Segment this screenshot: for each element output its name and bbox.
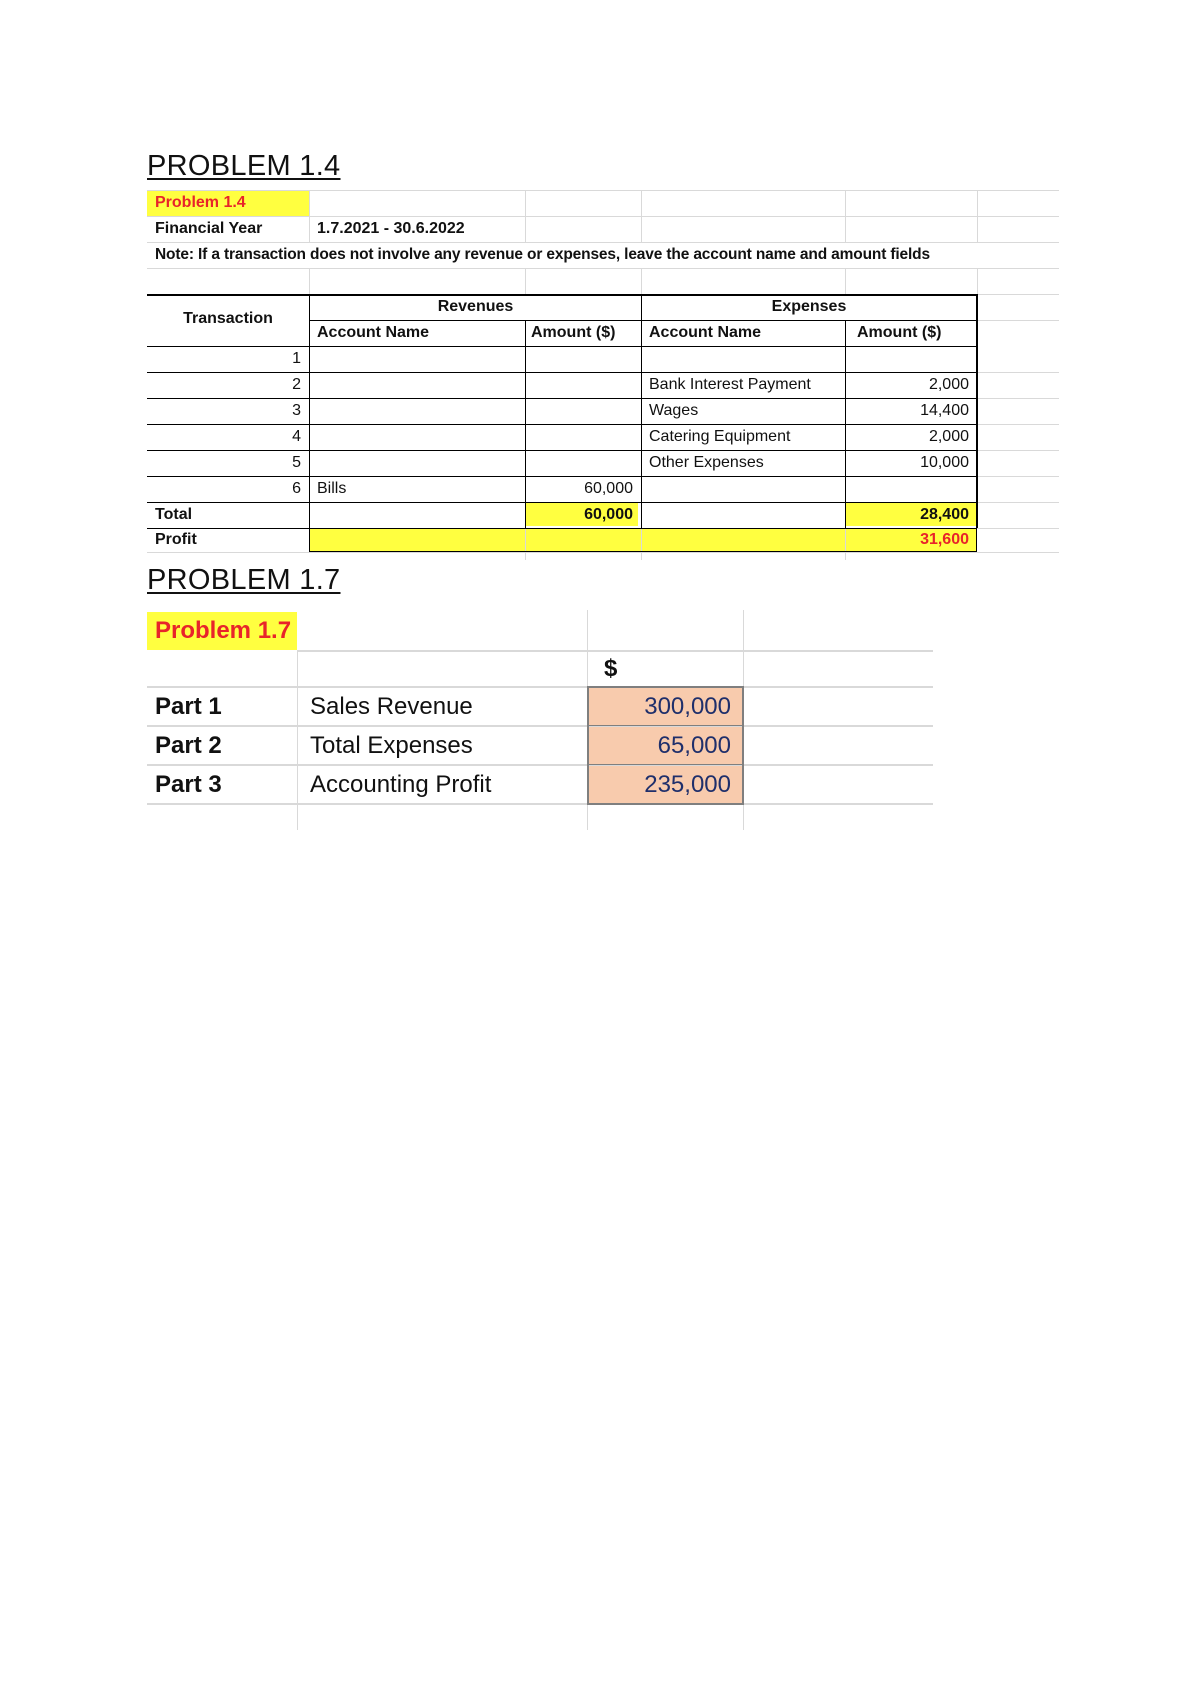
revenues-header: Revenues (437, 298, 514, 315)
gridline (147, 803, 933, 805)
answer-cell-border (587, 803, 744, 805)
table-border (147, 450, 977, 451)
table-border (845, 320, 846, 528)
answer-cell-border (587, 725, 744, 726)
expense-account-name: Catering Equipment (649, 428, 791, 445)
expense-account-name-header: Account Name (649, 324, 762, 341)
part-label: Part 3 (155, 771, 222, 798)
gridline (977, 268, 978, 294)
table-border (976, 294, 978, 528)
transaction-number: 2 (292, 376, 301, 393)
gridline (977, 320, 1059, 321)
gridline (977, 476, 1059, 477)
part-item: Total Expenses (310, 732, 473, 759)
gridline (147, 242, 1059, 243)
table-border (147, 502, 977, 503)
table-border (309, 528, 310, 552)
expense-amount: 10,000 (920, 454, 969, 471)
gridline (845, 268, 846, 294)
problem-1-4-label: Problem 1.4 (155, 194, 246, 211)
expenses-header: Expenses (771, 298, 847, 315)
gridline (641, 190, 642, 242)
revenue-account-name: Bills (317, 480, 347, 497)
gridline (641, 268, 642, 294)
table-border (309, 294, 310, 528)
gridline (525, 190, 526, 242)
gridline (845, 190, 846, 242)
problem-1-7-heading: PROBLEM 1.7 (147, 564, 341, 596)
gridline (147, 268, 1059, 269)
gridline (309, 268, 310, 294)
table-border (147, 424, 977, 425)
gridline (525, 268, 526, 294)
expense-amount: 14,400 (920, 402, 969, 419)
part-label: Part 1 (155, 693, 222, 720)
gridline (977, 294, 1059, 295)
gridline (977, 528, 1059, 529)
gridline (977, 372, 1059, 373)
gridline (309, 190, 310, 242)
note-text: Note: If a transaction does not involve any revenue or expenses, leave the account name and amount fields (155, 246, 930, 263)
table-border (641, 294, 642, 528)
problem-1-7-sheet (147, 600, 787, 830)
profit-value: 31,600 (920, 531, 969, 548)
gridline (147, 725, 933, 727)
expense-amount: 2,000 (928, 428, 969, 445)
gridline (147, 552, 1059, 553)
revenue-amount-header: Amount ($) (531, 324, 616, 341)
transaction-number: 3 (292, 402, 301, 419)
transaction-number: 1 (292, 350, 301, 367)
gridline (297, 650, 933, 652)
answer-cell-border (587, 686, 744, 688)
total-revenue-value: 60,000 (584, 506, 633, 523)
part-value: 65,000 (657, 732, 731, 759)
table-border (147, 372, 977, 373)
part-value: 235,000 (644, 771, 731, 798)
financial-year-value: 1.7.2021 - 30.6.2022 (317, 220, 465, 237)
part-item: Sales Revenue (310, 693, 473, 720)
expense-account-name: Wages (649, 402, 699, 419)
gridline (977, 502, 1059, 503)
table-border (147, 476, 977, 477)
gridline (977, 450, 1059, 451)
gridline (147, 686, 933, 688)
currency-header: $ (604, 655, 618, 682)
gridline (297, 650, 298, 830)
revenue-amount: 60,000 (584, 480, 633, 497)
table-border (309, 320, 977, 321)
financial-year-label: Financial Year (155, 220, 263, 237)
total-label: Total (155, 506, 193, 523)
transaction-number: 4 (292, 428, 301, 445)
gridline (977, 190, 978, 242)
total-expenses-value: 28,400 (920, 506, 969, 523)
transaction-header: Transaction (183, 310, 273, 327)
table-border (147, 528, 977, 529)
answer-cell-border (587, 764, 744, 765)
problem-1-4-sheet (147, 190, 1059, 560)
revenue-account-name-header: Account Name (317, 324, 430, 341)
gridline (977, 424, 1059, 425)
gridline (147, 190, 1059, 191)
expense-account-name: Bank Interest Payment (649, 376, 811, 393)
gridline (977, 398, 1059, 399)
expense-amount: 2,000 (928, 376, 969, 393)
gridline (525, 528, 526, 560)
table-border (147, 294, 977, 296)
expense-amount-header: Amount ($) (857, 324, 942, 341)
table-border (147, 398, 977, 399)
gridline (147, 216, 1059, 217)
expense-account-name: Other Expenses (649, 454, 764, 471)
gridline (147, 764, 933, 766)
part-value: 300,000 (644, 693, 731, 720)
part-label: Part 2 (155, 732, 222, 759)
problem-1-4-heading: PROBLEM 1.4 (147, 150, 341, 182)
table-border (309, 551, 977, 552)
answer-cell-border (742, 686, 744, 804)
table-border (147, 346, 977, 347)
profit-label: Profit (155, 531, 197, 548)
table-border (976, 528, 977, 552)
problem-1-7-label: Problem 1.7 (155, 617, 292, 644)
transaction-number: 5 (292, 454, 301, 471)
gridline (641, 528, 642, 560)
part-item: Accounting Profit (310, 771, 492, 798)
transaction-number: 6 (292, 480, 301, 497)
